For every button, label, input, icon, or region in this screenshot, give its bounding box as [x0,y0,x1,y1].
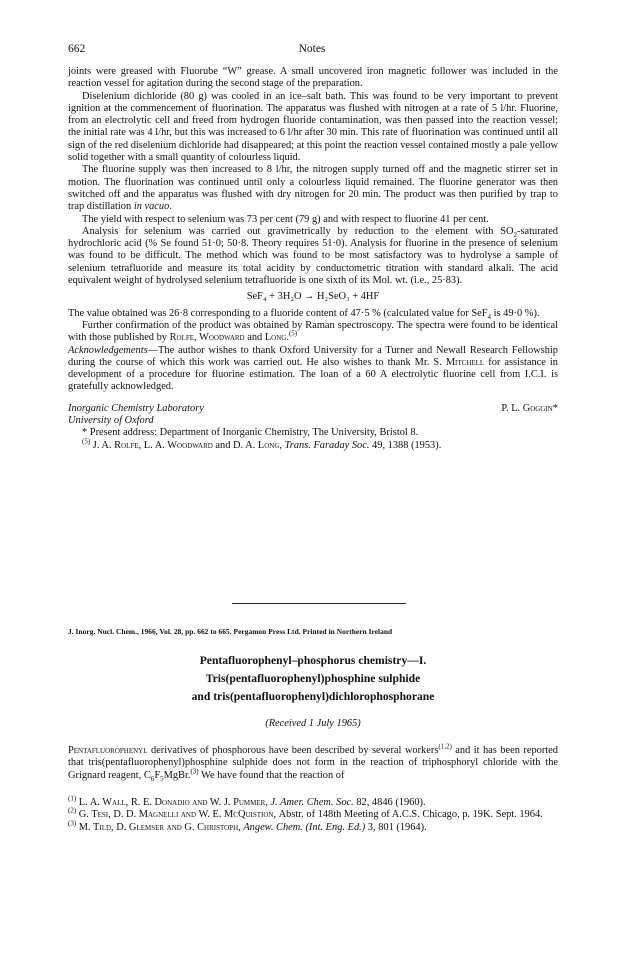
section-divider [232,603,406,604]
page-number: 662 [68,43,86,55]
affiliation [68,403,558,428]
acknowledgements: Acknowledgements—The author wishes to thank Oxford University for a Turner and Newall Research Fellowship during the course of which this work was carried out. He also wishes to thank Mr. S. Mitchell for assistance in development of a procedure for fluorine estimation. The loan of a 60 A electrolytic fluorine cell from I.C.I. is gratefully acknowledged. [68,344,558,393]
running-title: Notes [298,43,326,55]
article-intro: Pentafluorophenyl derivatives of phosphorous have been described by several workers$^{(1,2)}$ and it has been reported that tris(pentafluorophenyl)phosphine sulphide does not form in the reaction of triphosphoryl chloride with the Grignard reagent, $C_6F_5MgBr.^{(3)}$ We have found that the reaction of [68,742,558,783]
reference: $^{(1)}$ L. A. Wall, R. E. Donadio and W. J. Pummer, J. Amer. Chem. Soc. 82, 4846 (1960). [68,794,426,808]
paragraph: The yield with respect to selenium was 73 per cent (79 g) and with respect to fluorine 41 per cent. [82,213,489,225]
notes-body [68,66,558,452]
author-name: P. L. Goggin* [501,402,558,414]
title-line: Tris(pentafluorophenyl)phosphine sulphide [205,672,421,685]
reference: $^{(3)}$ M. Tild, D. Glemser and G. Christoph, Angew. Chem. (Int. Eng. Ed.) 3, 801 (1964). [68,819,427,833]
paragraph: The value obtained was 26·8 corresponding to a fluoride content of 47·5 % (calculated value for SeF$_4$ is 49·0 %). [68,307,540,321]
reference-list [68,794,558,834]
page-header [68,43,556,59]
received-date: (Received 1 July 1965) [265,718,361,729]
title-line: and tris(pentafluorophenyl)dichlorophosphorane [191,690,435,703]
affiliation-line: University of Oxford [68,415,154,427]
paragraph: Diselenium dichloride (80 g) was cooled in an ice–salt bath. This was found to be very important to prevent ignition at the commencement of fluorination. The apparatus was flushed with nitrogen at a rate of 5 l/hr. Fluorine, from an electrolytic cell and freed from hydrogen fluoride contamination, was then passed into the reaction vessel; the initial rate was 4 l/hr, but this was increased to 6 l/hr after 30 min. This rate of fluorination was continued until all sign of the red diselenium dichloride had disappeared; at this point the reaction vessel contained mostly a pale yellow solid together with a small quantity of colourless liquid. [68,90,558,164]
affiliation-line: Inorganic Chemistry Laboratory [68,402,204,414]
article-title [68,652,558,706]
reference: $^{(5)}$ J. A. Rolfe, L. A. Woodward and D. A. Long, Trans. Faraday Soc. 49, 1388 (1953). [82,437,442,451]
paragraph: The fluorine supply was then increased to 8 l/hr, the nitrogen supply turned off and the magnetic stirrer set in motion. The fluorination was continued until only a colourless liquid remained. The fluorine generator was then switched off and the apparatus was flushed with dry nitrogen for 20 min. The product was then purified by trap to trap distillation in vacuo. [68,164,558,213]
journal-citation: J. Inorg. Nucl. Chem., 1966, Vol. 28, pp. 662 to 665. Pergamon Press Ltd. Printed in Northern Ireland [68,627,393,636]
paragraph: Analysis for selenium was carried out gravimetrically by reduction to the element with $SO_2$-saturated hydrochloric acid (% Se found 51·0; 50·8. Theory requires 51·0). Analysis for fluorine in the presence of selenium was found to be difficult. The method which was found to be most satisfactory was to hydrolyse a sample of selenium tetrafluoride and measure its total acidity by conductometric titration with standard alkali. The acid equivalent weight of hydrolysed selenium tetrafluoride is one sixth of its Mol. wt. (i.e., 25·83). [68,225,558,287]
footnote: * Present address: Department of Inorganic Chemistry, The University, Bristol 8. [82,427,419,439]
paragraph: joints were greased with Fluorube “W” grease. A small uncovered iron magnetic follower was included in the reaction vessel for agitation during the second stage of the preparation. [68,66,558,90]
reference: $^{(2)}$ G. Tesi, D. D. Magnelli and W. E. McQuistion, Abstr. of 148th Meeting of A.C.S. Chicago, p. 19K. Sept. 1964. [68,806,543,821]
equation: SeF₄ + 3H₂O → H₂SeO₃ + 4HF [246,291,380,303]
paragraph: Further confirmation of the product was obtained by Raman spectroscopy. The spectra were found to be identical with those published by Rolfe, Woodward and Long.$^{(5)}$ [68,319,558,344]
title-line: Pentafluorophenyl–phosphorus chemistry—I. [199,654,427,667]
